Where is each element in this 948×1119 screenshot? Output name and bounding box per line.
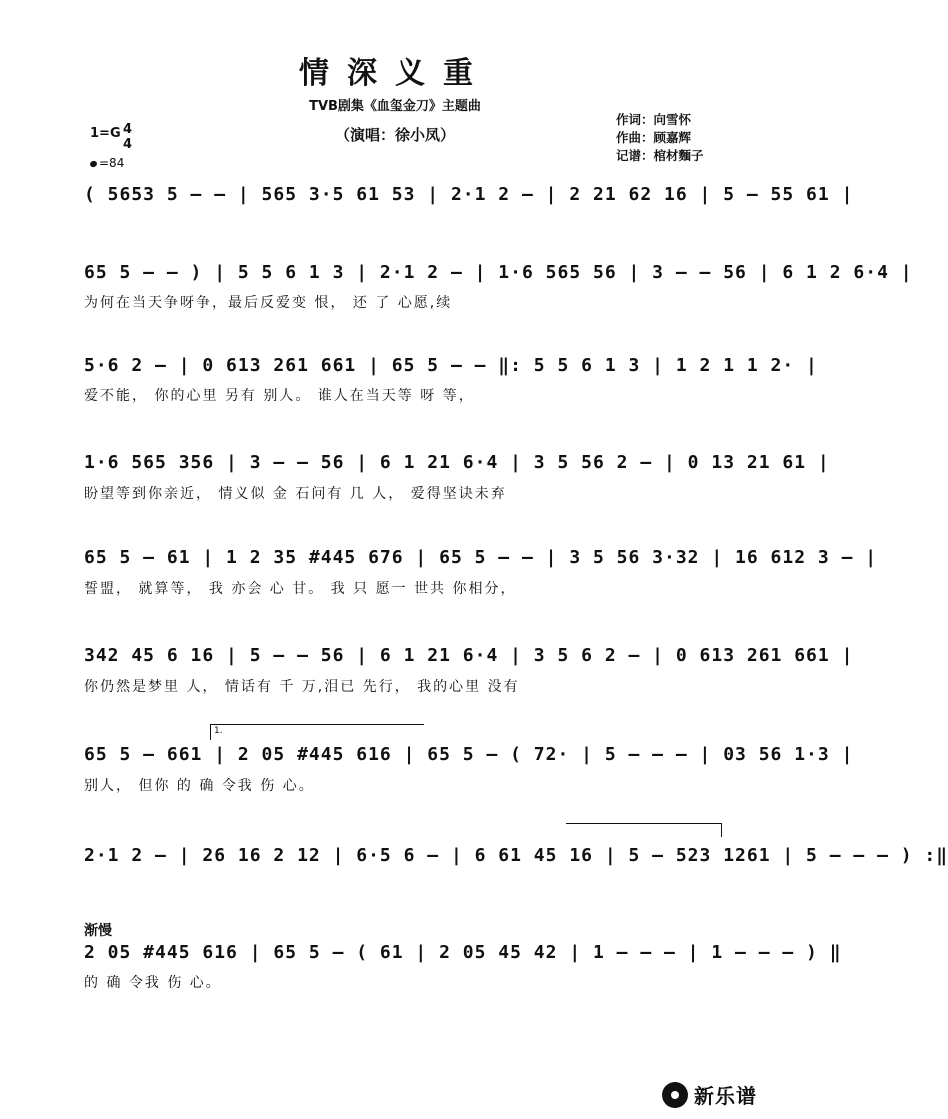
lyricist-credit: 作词：向雪怀 <box>616 112 692 127</box>
lyrics-row-5: 誓盟， 就算等， 我 亦会 心 甘。 我 只 愿一 世共 你相分， <box>84 581 517 597</box>
key-signature: 1=G <box>90 126 121 141</box>
notes-row-2: 65 5 – – ) | 5 5 6 1 3 | 2·1 2 – | 1·6 565 56 | 3 – – 56 | 6 1 2 6·4 | <box>84 262 913 283</box>
lyrics-row-4: 盼望等到你亲近， 情义似 金 石问有 几 人， 爱得坚诀未弃 <box>84 486 507 502</box>
music-disc-icon <box>662 1082 688 1108</box>
notes-row-5: 65 5 – 61 | 1 2 35 #445 676 | 65 5 – – | 3 5 56 3·32 | 16 612 3 – | <box>84 547 878 568</box>
notes-row-6: 342 45 6 16 | 5 – – 56 | 6 1 21 6·4 | 3 5 6 2 – | 0 613 261 661 | <box>84 645 854 666</box>
time-signature-top: 4 <box>123 122 133 137</box>
notes-row-7: 65 5 – 661 | 2 05 #445 616 | 65 5 – ( 72· | 5 – – – | 03 56 1·3 | <box>84 744 854 765</box>
time-signature <box>123 122 132 152</box>
notes-row-1: ( 5653 5 – – | 565 3·5 61 53 | 2·1 2 – | 2 21 62 16 | 5 – 55 61 | <box>84 184 854 205</box>
ending-bracket-top <box>566 823 722 824</box>
ending-bracket-right <box>721 823 722 837</box>
volta-bracket-left <box>210 724 211 740</box>
notes-row-8: 2·1 2 – | 26 16 2 12 | 6·5 6 – | 6 61 45 16 | 5 – 523 1261 | 5 – – – ) :‖ <box>84 845 948 866</box>
notes-row-3: 5·6 2 – | 0 613 261 661 | 65 5 – – ‖: 5 5 6 1 3 | 1 2 1 1 2· | <box>84 355 818 376</box>
volta-bracket-top <box>210 724 424 725</box>
lyrics-row-2: 为何在当天争呀争，最后反爱变 恨， 还 了 心愿,续 <box>84 295 453 311</box>
notes-row-9: 2 05 #445 616 | 65 5 – ( 61 | 2 05 45 42 | 1 – – – | 1 – – – ) ‖ <box>84 942 842 963</box>
composer-credit: 作曲：顾嘉辉 <box>616 130 692 145</box>
lyrics-row-3: 爱不能， 你的心里 另有 别人。 谁人在当天等 呀 等， <box>84 388 475 404</box>
volta-number: 1. <box>214 726 223 736</box>
lyrics-row-9: 的 确 令我 伤 心。 <box>84 975 222 991</box>
tempo-marking <box>90 156 124 170</box>
singer-credit: （演唱：徐小凤） <box>334 126 455 144</box>
site-logo <box>662 1080 757 1109</box>
lyrics-row-6: 你仍然是梦里 人， 情话有 千 万,泪已 先行， 我的心里 没有 <box>84 679 520 695</box>
transcriber-credit: 记谱：棺材麵子 <box>616 148 704 163</box>
quarter-note-icon <box>89 159 98 167</box>
tempo-value: =84 <box>99 156 125 170</box>
notes-row-4: 1·6 565 356 | 3 – – 56 | 6 1 21 6·4 | 3 5 56 2 – | 0 13 21 61 | <box>84 452 830 473</box>
score-subtitle: TVB剧集《血玺金刀》主题曲 <box>309 99 481 114</box>
time-signature-bottom: 4 <box>123 137 133 152</box>
logo-text: 新乐谱 <box>694 1084 757 1108</box>
lyrics-row-7: 别人， 但你 的 确 令我 伤 心。 <box>84 778 315 794</box>
ritardando-mark: 渐慢 <box>84 923 112 939</box>
score-title: 情深义重 <box>299 56 491 91</box>
